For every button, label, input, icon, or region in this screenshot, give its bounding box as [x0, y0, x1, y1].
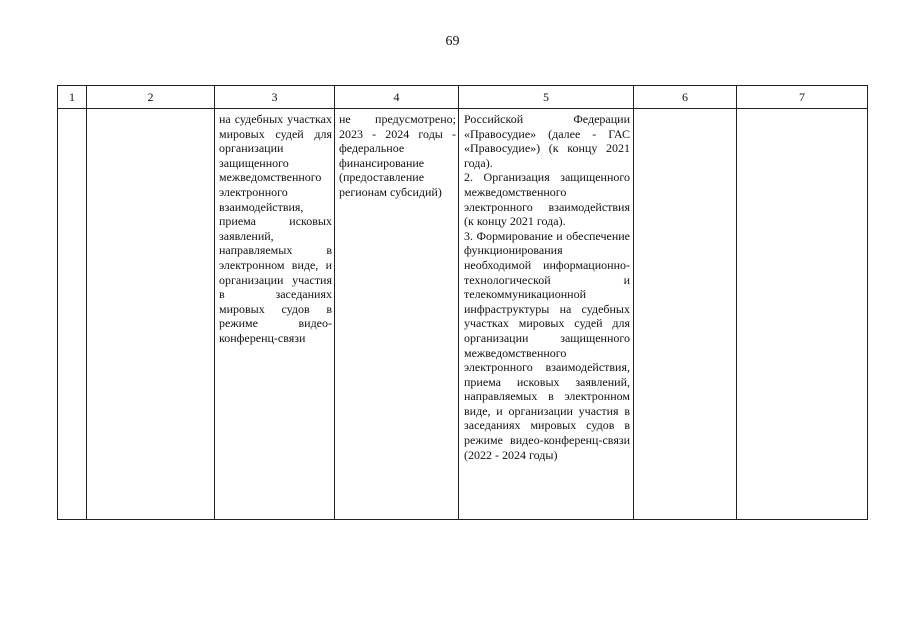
cell-text-col-3: на судебных участках мировых судей для организации защищенного межведомственного электронного взаимодействия, приема исковых заявлений, направляемых в электронном виде, и организации участия в заседаниях мировых судов в режиме видео-конференц-связи [219, 112, 332, 345]
cell-col-7 [737, 109, 868, 520]
cell-text-col-4: не предусмотрено; 2023 - 2024 годы - федеральное финансирование (предоставление регионам субсидий) [339, 112, 456, 199]
column-header-7: 7 [737, 86, 868, 109]
document-table [57, 85, 868, 520]
table-row [58, 109, 868, 520]
cell-col-5 [459, 109, 634, 520]
column-header-3: 3 [215, 86, 335, 109]
column-header-2: 2 [87, 86, 215, 109]
column-header-5: 5 [459, 86, 634, 109]
column-header-4: 4 [335, 86, 459, 109]
header-row [58, 86, 868, 109]
page-number: 69 [445, 34, 460, 49]
cell-text-col-6 [634, 109, 736, 112]
cell-col-4 [335, 109, 459, 520]
cell-text-col-7 [737, 109, 867, 112]
column-header-6: 6 [634, 86, 737, 109]
cell-col-2 [87, 109, 215, 520]
cell-text-col-5: Российской Федерации «Правосудие» (далее - ГАС «Правосудие») (к концу 2021 года). 2. Организация защищенного межведомственного электронного взаимодействия (к концу 2021 года). 3. Формирование и обеспечение функционирования необходимой информационно-технологической и телекоммуникационной инфраструктуры на судебных участках мировых судей для организации защищенного межведомственного электронного взаимодействия, приема исковых заявлений, направляемых в электронном виде, и организации участия в заседаниях мировых судов в режиме видео-конференц-связи (2022 - 2024 годы) [464, 112, 630, 462]
column-header-1: 1 [58, 86, 87, 109]
cell-col-6 [634, 109, 737, 520]
cell-col-1 [58, 109, 87, 520]
cell-text-col-1 [58, 109, 86, 112]
cell-col-3 [215, 109, 335, 520]
cell-text-col-2 [87, 109, 214, 112]
